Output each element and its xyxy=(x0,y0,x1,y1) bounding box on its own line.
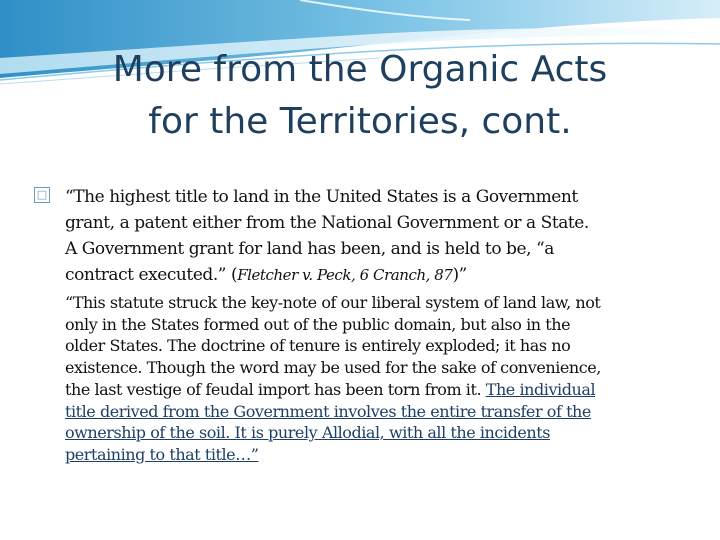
quote2-line xyxy=(65,379,684,401)
case-citation: Fletcher v. Peck, 6 Cranch, 87 xyxy=(237,266,453,284)
underlined-emphasis: pertaining to that title…” xyxy=(65,444,259,464)
quote-paragraph-2 xyxy=(65,292,684,466)
title-line-2: for the Territories, cont. xyxy=(148,101,572,142)
quote-paragraph-1 xyxy=(65,184,684,288)
underlined-emphasis: title derived from the Government involves the entire transfer of the xyxy=(65,401,591,421)
slide-title xyxy=(40,44,680,148)
quote1-close: )” xyxy=(452,265,467,285)
bullet-item xyxy=(34,184,684,466)
quote1-line xyxy=(65,262,684,288)
underlined-emphasis xyxy=(65,401,684,423)
slide-body xyxy=(34,184,684,466)
quote1-line: grant, a patent either from the National Government or a State. xyxy=(65,213,589,233)
underlined-emphasis: ownership of the soil. It is purely Allodial, with all the incidents xyxy=(65,423,550,443)
quote1-text: contract executed.” ( xyxy=(65,265,238,285)
underlined-emphasis xyxy=(65,444,684,466)
underlined-emphasis: The individual xyxy=(485,379,596,399)
quote1-line: A Government grant for land has been, and is held to be, “a xyxy=(65,239,554,259)
bullet-box-icon: □ xyxy=(34,187,50,203)
quote2-line: “This statute struck the key-note of our liberal system of land law, not xyxy=(65,293,601,312)
underlined-emphasis xyxy=(65,422,684,444)
quote2-line: existence. Though the word may be used for the sake of convenience, xyxy=(65,358,601,378)
title-line-1: More from the Organic Acts xyxy=(112,49,608,90)
quote2-text: the last vestige of feudal import has been torn from it. xyxy=(65,379,486,399)
quote2-line: older States. The doctrine of tenure is entirely exploded; it has no xyxy=(65,336,571,356)
quote2-line: only in the States formed out of the public domain, but also in the xyxy=(65,314,571,334)
quote1-line: “The highest title to land in the United States is a Government xyxy=(65,187,578,207)
